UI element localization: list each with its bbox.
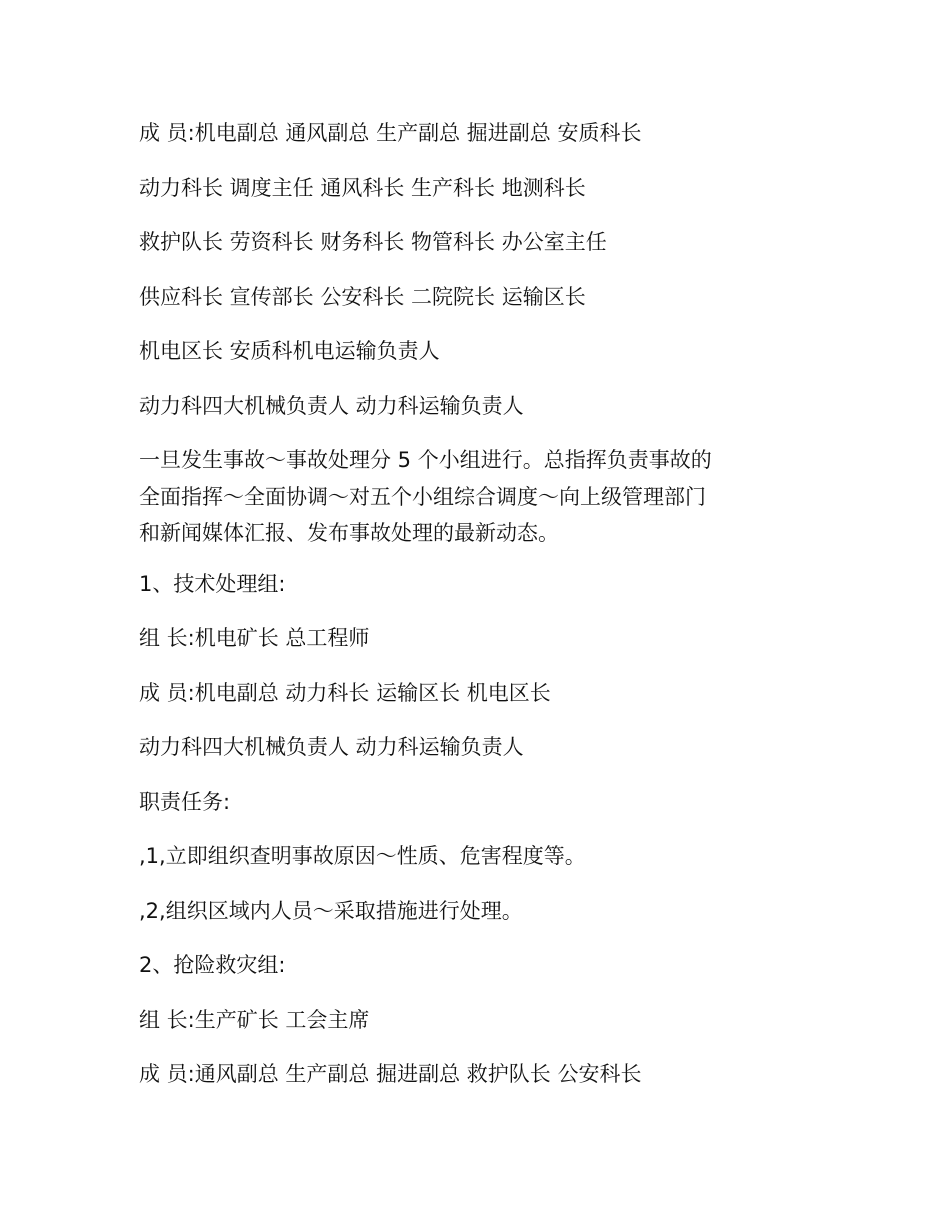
- paragraph-line: 一旦发生事故～事故处理分 5 个小组进行。总指挥负责事故的: [139, 448, 712, 472]
- text-line: 成 员:通风副总 生产副总 掘进副总 救护队长 公安科长: [139, 1062, 642, 1086]
- text-line: ,1,立即组织查明事故原因～性质、危害程度等。: [139, 844, 586, 868]
- text-line: 组 长:生产矿长 工会主席: [139, 1007, 370, 1032]
- text-line: 动力科长 调度主任 通风科长 生产科长 地测科长: [139, 175, 586, 200]
- text-line: 救护队长 劳资科长 财务科长 物管科长 办公室主任: [139, 230, 607, 254]
- paragraph-line: 和新闻媒体汇报、发布事故处理的最新动态。: [139, 521, 559, 545]
- text-line: 动力科四大机械负责人 动力科运输负责人: [139, 735, 524, 759]
- text-line: 成 员:机电副总 动力科长 运输区长 机电区长: [139, 680, 551, 705]
- section-heading: 1、技术处理组:: [139, 571, 286, 596]
- section-heading: 2、抢险救灾组:: [139, 953, 286, 977]
- text-line: 机电区长 安质科机电运输负责人: [139, 339, 440, 363]
- overview-paragraph: [139, 442, 819, 552]
- text-line: 成 员:机电副总 通风副总 生产副总 掘进副总 安质科长: [139, 121, 642, 145]
- text-line: 供应科长 宣传部长 公安科长 二院院长 运输区长: [139, 284, 586, 309]
- text-line: 职责任务:: [139, 789, 231, 814]
- text-line: 动力科四大机械负责人 动力科运输负责人: [139, 393, 524, 418]
- paragraph-line: 全面指挥～全面协调～对五个小组综合调度～向上级管理部门: [139, 484, 706, 509]
- document-body: [139, 117, 819, 1113]
- text-line: 组 长:机电矿长 总工程师: [139, 626, 370, 650]
- text-line: ,2,组织区域内人员～采取措施进行处理。: [139, 898, 523, 923]
